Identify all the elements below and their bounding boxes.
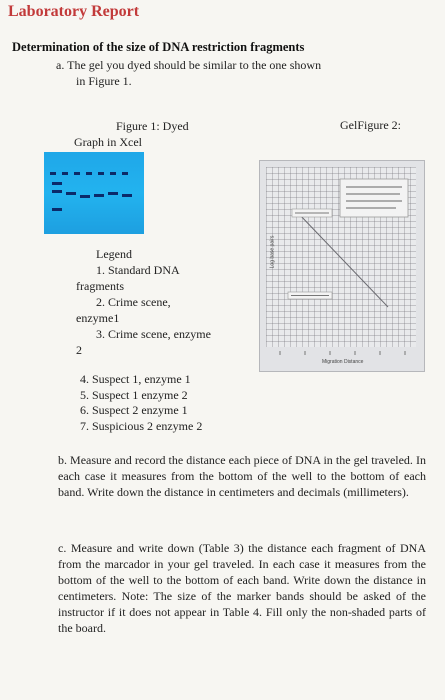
item-b: b. Measure and record the distance each piece of DNA in the gel traveled. In each case it measures from the bottom of the well to the bottom of each band. Write down the distance in centimeters and decimals (millimeters). (58, 453, 426, 499)
gel-band (122, 194, 132, 197)
gel-band (52, 208, 62, 211)
legend-item-7: 7. Suspicious 2 enzyme 2 (80, 418, 203, 433)
legend-list (80, 372, 202, 434)
graph-y-label: Log base pairs (269, 235, 276, 269)
figure2-caption: GelFigure 2: (340, 118, 401, 132)
figure1-caption-line2: Graph in Xcel (74, 135, 142, 149)
gel-band (108, 192, 118, 195)
figure1-caption (74, 118, 234, 150)
section-heading: Determination of the size of DNA restriction fragments (12, 40, 305, 54)
legend-item-5: 5. Suspect 1 enzyme 2 (80, 387, 188, 402)
gel-band (52, 190, 62, 193)
gel-band (66, 192, 76, 195)
legend-item-6: 6. Suspect 2 enzyme 1 (80, 403, 188, 417)
item-a (56, 57, 416, 89)
item-c: c. Measure and write down (Table 3) the distance each fragment of DNA from the marcador in your gel traveled. In each case it measures from the bottom of the well to the bottom of each band. Write down the distance in centimeters. Note: The size of the marker bands should be asked of the instructor if it does not appear in Table 4. Fill only the non-shaded parts of the board. (58, 541, 426, 635)
gel-image (44, 152, 144, 234)
item-a-line1: a. The gel you dyed should be similar to the one shown (56, 58, 322, 72)
legend (78, 246, 268, 358)
axis-ticks (280, 351, 405, 355)
figure1-caption-line1: Figure 1: Dyed (116, 119, 189, 133)
legend-title: Legend (96, 247, 132, 261)
legend-item-3a: 3. Crime scene, enzyme (96, 327, 211, 341)
gel-wells-row (50, 162, 140, 165)
legend-item-2b: enzyme1 (76, 311, 120, 325)
item-a-line2: in Figure 1. (76, 74, 132, 88)
legend-item-4: 4. Suspect 1, enzyme 1 (80, 372, 191, 386)
graph-overlay (260, 161, 424, 371)
report-title: Laboratory Report (8, 3, 140, 20)
legend-item-1a: 1. Standard DNA (96, 263, 180, 277)
gel-band (52, 182, 62, 185)
gel-band (94, 194, 104, 197)
graph-annotation-box (340, 179, 408, 217)
legend-item-1b: fragments (76, 279, 124, 293)
graph-x-label: Migration Distance (322, 359, 364, 365)
figure2-graph (259, 160, 425, 372)
legend-item-3b: 2 (76, 343, 82, 357)
gel-band (80, 195, 90, 198)
legend-item-2a: 2. Crime scene, (96, 295, 171, 309)
